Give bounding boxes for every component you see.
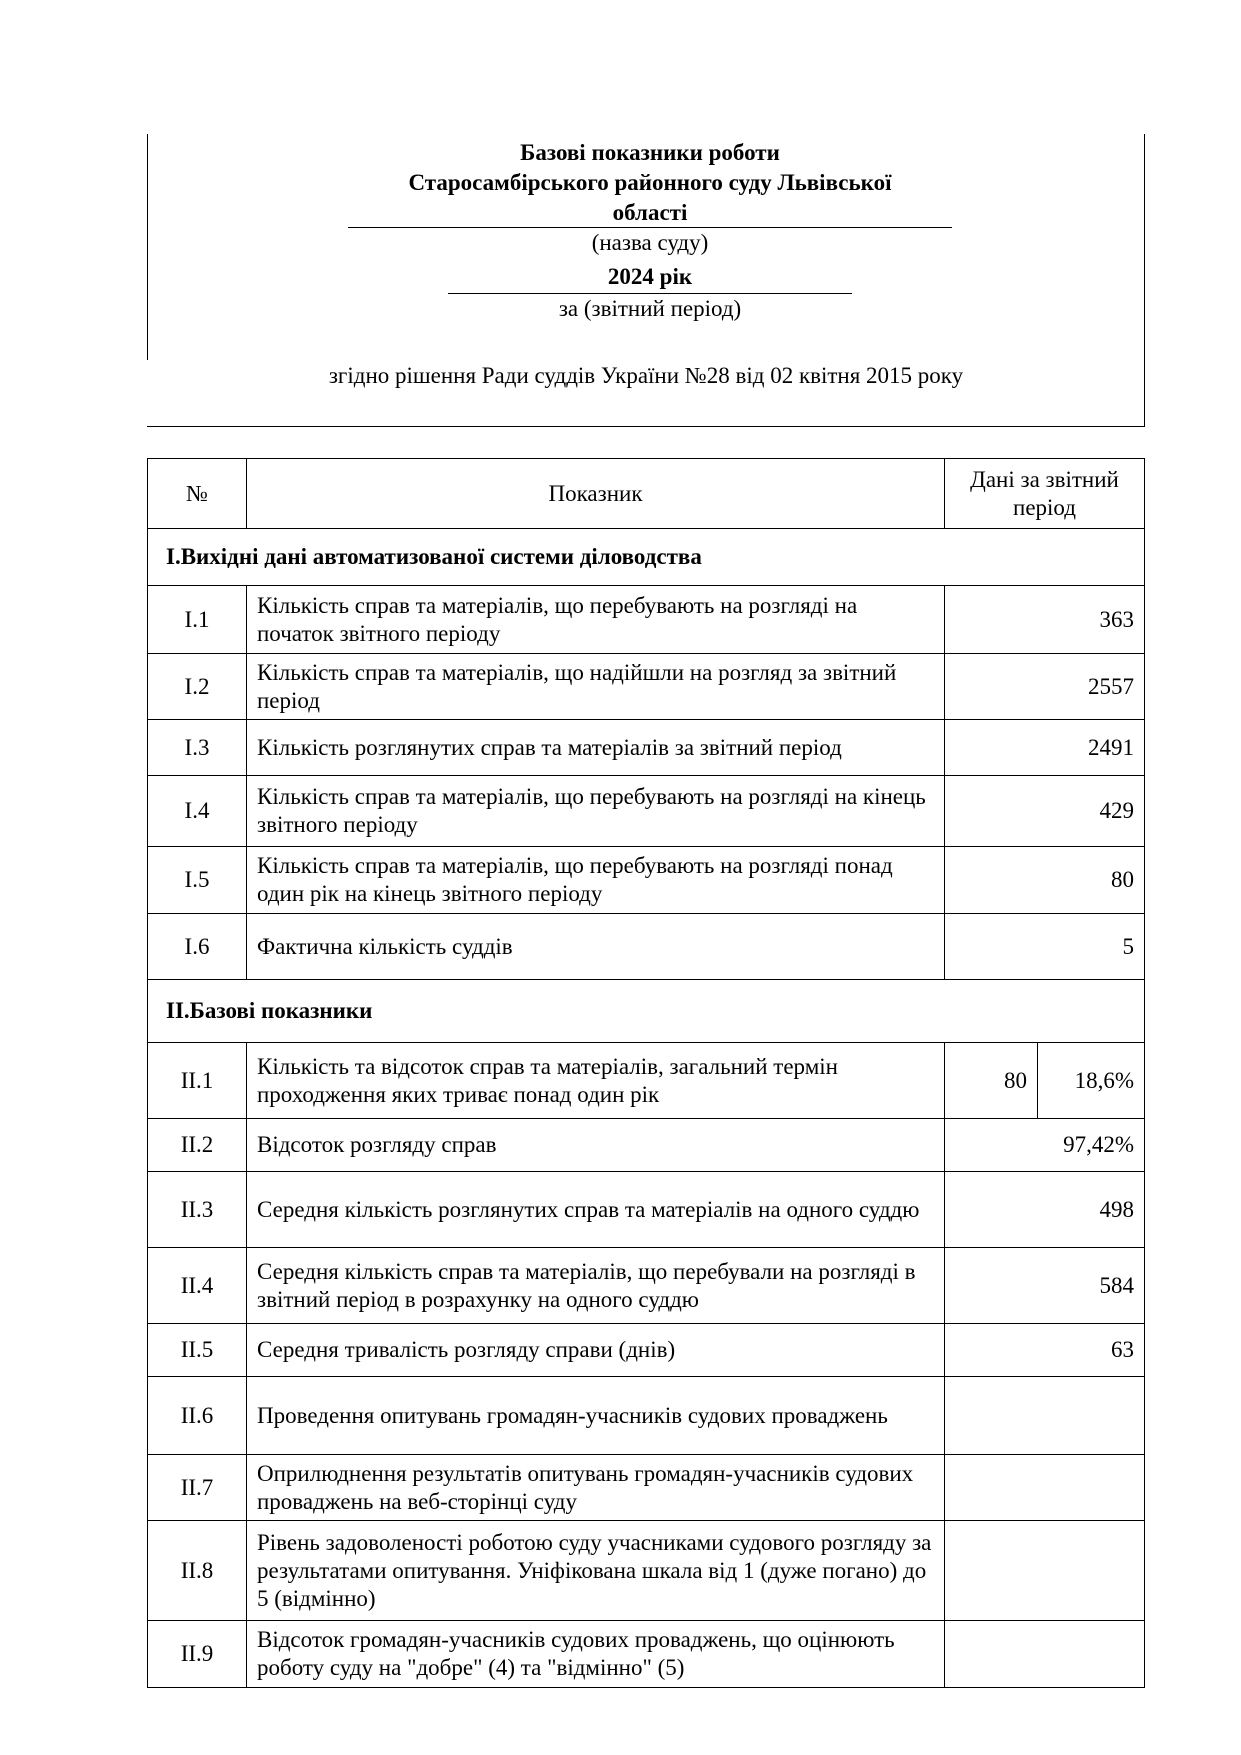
row-value — [945, 1521, 1145, 1621]
row-name: Середня тривалість розгляду справи (днів) — [247, 1324, 945, 1377]
row-value: 63 — [945, 1324, 1145, 1377]
row-value — [945, 1621, 1145, 1688]
table-row — [148, 1455, 1145, 1521]
table-row — [148, 720, 1145, 776]
row-name: Відсоток розгляду справ — [247, 1119, 945, 1172]
row-num: II.1 — [148, 1043, 247, 1119]
table-row — [148, 1043, 1145, 1119]
table-row — [148, 1324, 1145, 1377]
section-title-1: I.Вихідні дані автоматизованої системи діловодства — [148, 529, 1145, 586]
row-num: II.7 — [148, 1455, 247, 1521]
row-num: II.5 — [148, 1324, 247, 1377]
row-value: 2491 — [945, 720, 1145, 776]
row-name: Кількість розглянутих справ та матеріалів за звітний період — [247, 720, 945, 776]
table-row — [148, 1621, 1145, 1688]
court-caption: (назва суду) — [591, 230, 709, 255]
report-year: 2024 рік — [607, 264, 693, 289]
table-row — [148, 1119, 1145, 1172]
row-num: II.9 — [148, 1621, 247, 1688]
row-value: 2557 — [945, 654, 1145, 720]
row-num: I.5 — [148, 847, 247, 914]
row-value — [945, 1455, 1145, 1521]
section-row-2 — [148, 980, 1145, 1043]
table-row — [148, 1248, 1145, 1324]
indicators-table — [147, 458, 1145, 1688]
row-name: Середня кількість розглянутих справ та матеріалів на одного суддю — [247, 1172, 945, 1248]
row-value: 584 — [945, 1248, 1145, 1324]
row-value: 429 — [945, 776, 1145, 847]
row-num: II.2 — [148, 1119, 247, 1172]
row-name: Середня кількість справ та матеріалів, що перебували на розгляді в звітний період в розрахунку на одного суддю — [247, 1248, 945, 1324]
table-row — [148, 847, 1145, 914]
header-num: № — [148, 459, 247, 529]
title-line-3: області — [612, 200, 688, 225]
row-name: Рівень задоволеності роботою суду учасниками судового розгляду за результатами опитування. Уніфікована шкала від 1 (дуже погано) до 5 (відмінно) — [247, 1521, 945, 1621]
row-name: Кількість справ та матеріалів, що перебувають на розгляді на кінець звітного періоду — [247, 776, 945, 847]
row-value: 498 — [945, 1172, 1145, 1248]
row-num: I.4 — [148, 776, 247, 847]
row-name: Кількість справ та матеріалів, що перебувають на розгляді понад один рік на кінець звітного періоду — [247, 847, 945, 914]
row-value: 5 — [945, 914, 1145, 980]
document-title — [348, 138, 952, 228]
row-num: I.2 — [148, 654, 247, 720]
header-name: Показник — [247, 459, 945, 529]
period-caption: за (звітний період) — [558, 296, 742, 321]
section-title-2: II.Базові показники — [148, 980, 1145, 1043]
header-value: Дані за звітний період — [945, 459, 1145, 529]
row-num: I.3 — [148, 720, 247, 776]
row-value: 80 — [945, 847, 1145, 914]
row-num: II.8 — [148, 1521, 247, 1621]
row-name: Оприлюднення результатів опитувань громадян-учасників судових проваджень на веб-сторінці суду — [247, 1455, 945, 1521]
header-left-border — [147, 134, 148, 360]
row-num: II.4 — [148, 1248, 247, 1324]
row-num: I.6 — [148, 914, 247, 980]
decision-reference: згідно рішення Ради суддів України №28 від 02 квітня 2015 року — [328, 363, 964, 388]
row-name: Кількість справ та матеріалів, що перебувають на розгляді на початок звітного періоду — [247, 586, 945, 654]
row-value — [945, 1377, 1145, 1455]
table-row — [148, 586, 1145, 654]
row-name: Фактична кількість суддів — [247, 914, 945, 980]
section-row-1 — [148, 529, 1145, 586]
row-num: II.3 — [148, 1172, 247, 1248]
row-name: Кількість справ та матеріалів, що надійшли на розгляд за звітний період — [247, 654, 945, 720]
row-name: Проведення опитувань громадян-учасників судових проваджень — [247, 1377, 945, 1455]
table-row — [148, 1521, 1145, 1621]
row-value: 80 — [945, 1043, 1038, 1119]
row-name: Відсоток громадян-учасників судових проваджень, що оцінюють роботу суду на "добре" (4) та "відмінно" (5) — [247, 1621, 945, 1688]
table-header-row — [148, 459, 1145, 529]
row-num: II.6 — [148, 1377, 247, 1455]
title-line-2: Старосамбірського районного суду Львівської — [408, 170, 892, 195]
table-row — [148, 654, 1145, 720]
row-value: 97,42% — [945, 1119, 1145, 1172]
table-row — [148, 914, 1145, 980]
row-value-percent: 18,6% — [1038, 1043, 1145, 1119]
row-num: I.1 — [148, 586, 247, 654]
table-row — [148, 776, 1145, 847]
header-bottom-border — [147, 426, 1145, 427]
title-line-1: Базові показники роботи — [520, 140, 780, 165]
row-name: Кількість та відсоток справ та матеріалів, загальний термін проходження яких триває понад один рік — [247, 1043, 945, 1119]
table-row — [148, 1172, 1145, 1248]
table-row — [148, 1377, 1145, 1455]
row-value: 363 — [945, 586, 1145, 654]
